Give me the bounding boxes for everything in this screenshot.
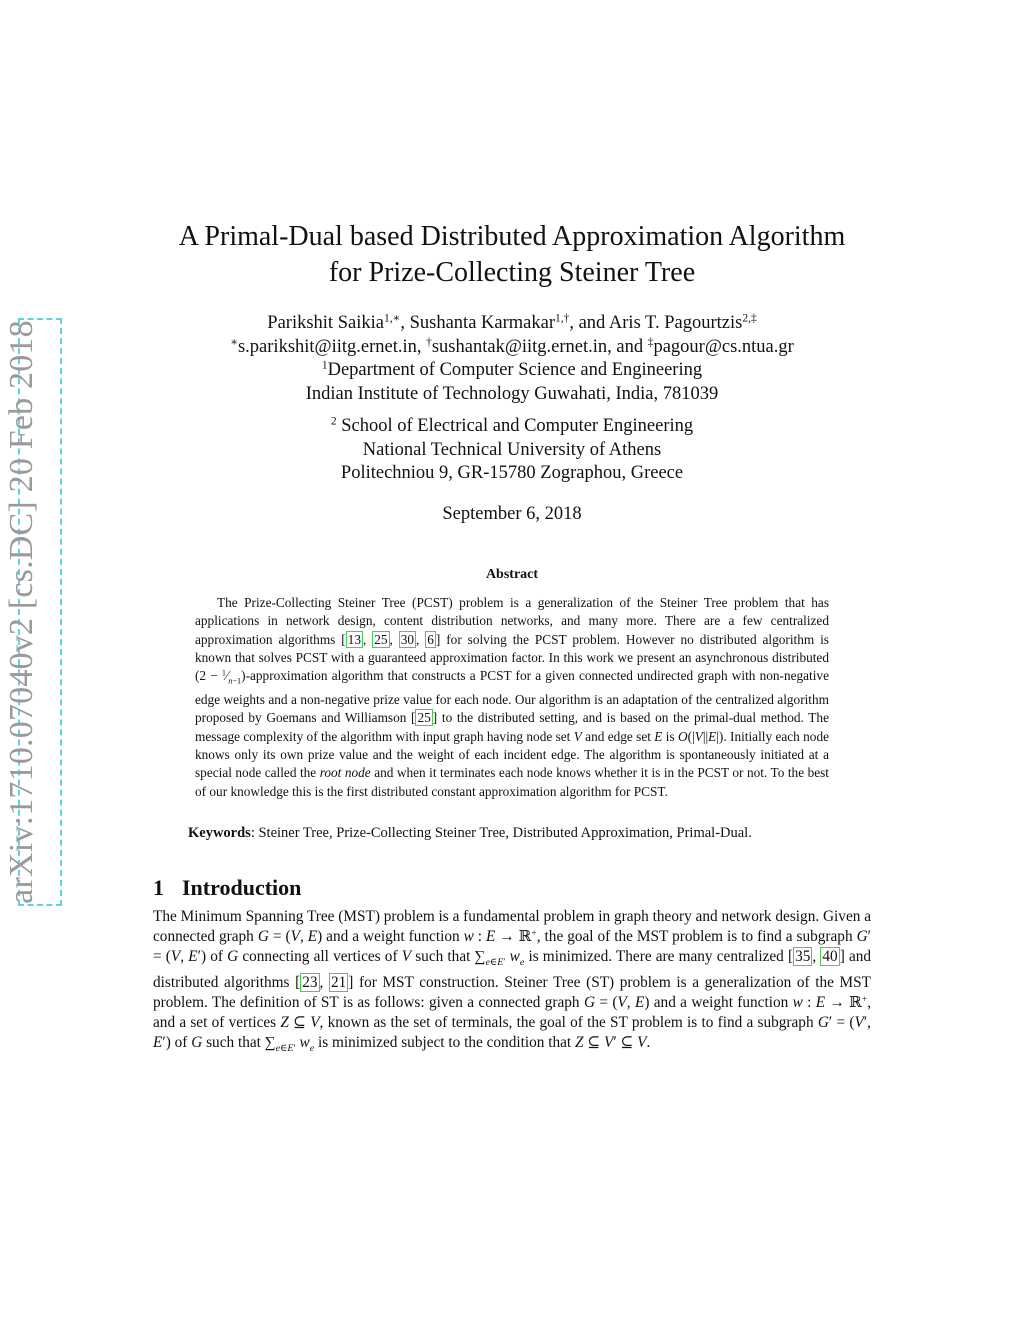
affiliation-2-dept: $^2$ School of Electrical and Computer Engineering <box>330 415 694 436</box>
section-number: 1 <box>153 875 164 900</box>
affiliation-1-dept: $^1$Department of Computer Science and Engineering <box>321 359 703 380</box>
abstract-body: The Prize-Collecting Steiner Tree (PCST) problem is a generalization of the Steiner Tree problem that has applications in network design, content distribution networks, and many more. There are a few centralized approximation algorithms [ 13 , 25 , 30 , 6 ] for solving the PCST problem. However no distributed algorithm is known that solves PCST with a guaranteed approximation factor. In this work we present an asynchronous distributed $(2 - ^1⁄_{n-1})$-approximation algorithm that constructs a PCST for a given connected undirected graph with non-negative edge weights and a non-negative prize value for each node. Our algorithm is an adaptation of the centralized algorithm proposed by Goemans and Williamson [ 25 ] to the distributed setting, and is based on the primal-dual method. The message complexity of the algorithm with input graph having node set V and edge set E is O(|V||E|). Initially each node knows only its own prize value and the weight of each incident edge. The algorithm is spontaneously initiated at a special node called the root node and when it terminates each node knows whether it is in the PCST or not. To the best of our knowledge this is the first distributed constant approximation algorithm for PCST. <box>195 595 830 799</box>
paper-date: September 6, 2018 <box>442 504 582 524</box>
introduction-paragraph: The Minimum Spanning Tree (MST) problem is a fundamental problem in graph theory and network design. Given a connected graph G = (V, E) and a weight function w : E → ℝ+, the goal of the MST problem is to find a subgraph G′ = (V, E′) of G connecting all vertices of V such that $\sum_{e\in E'}$ $w_e$ is minimized. There are many centralized [ 35 , 40 ] and distributed algorithms [ 23 , 21 ] for MST construction. Steiner Tree (ST) problem is a generalization of the MST problem. The definition of ST is as follows: given a connected graph G = (V, E) and a weight function w : E → ℝ+, and a set of vertices Z ⊆ V, known as the set of terminals, the goal of the ST problem is to find a subgraph G′ = (V′, E′) of G such that $\sum_{e\in E'}$ $w_e$ is minimized subject to the condition that Z ⊆ V′ ⊆ V. <box>153 908 872 1055</box>
author-block <box>150 312 874 406</box>
arxiv-identifier[interactable]: arXiv:1710.07040v2 [cs.DC] 20 Feb 2018 <box>3 320 40 904</box>
keywords-label: Keywords <box>188 825 251 841</box>
title-line-1: A Primal-Dual based Distributed Approximation Algorithm <box>178 221 846 252</box>
abstract-heading: Abstract <box>485 567 539 582</box>
emails-line[interactable]: ∗s.parikshit@iitg.ernet.in, †sushantak@iitg.ernet.in, and ‡pagour@cs.ntua.gr <box>230 336 794 357</box>
affiliation-2 <box>150 415 874 486</box>
affiliation-1-institute: Indian Institute of Technology Guwahati, India, 781039 <box>305 383 719 404</box>
affiliation-2-institute: National Technical University of Athens <box>362 439 662 460</box>
section-title: Introduction <box>182 875 302 900</box>
section-heading-introduction <box>153 874 301 902</box>
keywords-line <box>188 823 848 843</box>
paper-title <box>150 219 874 291</box>
authors-line: Parikshit Saikia$^{1,∗}$, Sushanta Karmakar$^{1,\dagger}$, and Aris T. Pagourtzis$^{2,\ddagger}$ <box>267 312 757 333</box>
title-line-2: for Prize-Collecting Steiner Tree <box>328 257 696 288</box>
keywords-text: : Steiner Tree, Prize-Collecting Steiner Tree, Distributed Approximation, Primal-Dual. <box>250 825 752 841</box>
affiliation-2-address: Politechniou 9, GR-15780 Zographou, Greece <box>340 463 684 483</box>
